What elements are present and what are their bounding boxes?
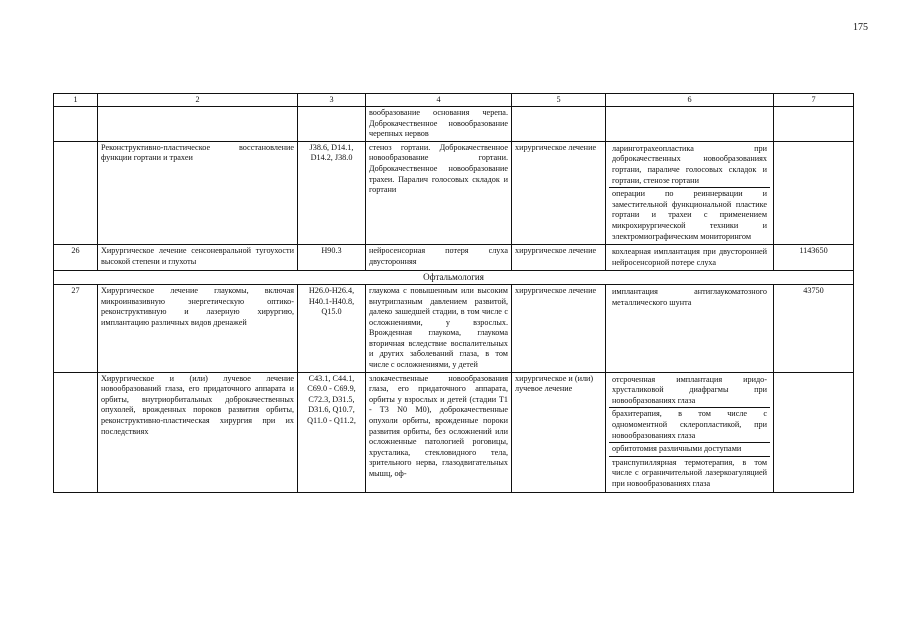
treatment-method: имплантация антиглаукоматозного металлического шунта	[612, 286, 767, 307]
norm-cost: 1143650	[774, 245, 854, 271]
table-row	[54, 141, 854, 244]
row-number	[54, 141, 98, 244]
row-number	[54, 372, 98, 492]
icd-codes: C43.1, C44.1, C69.0 - C69.9, C72.3, D31.5, D31.6, Q10.7, Q11.0 - Q11.2,	[298, 372, 366, 492]
diagnosis: злокачественные новообразования глаза, его придаточного аппарата, орбиты у взрослых и детей (стадии T1 - T3 N0 M0), доброкачественные опухоли орбиты, врожденные пороки развития орбиты, без осложнений или осложненные патологией роговицы, хрусталика, стекловидного тела, зрительного нерва, глазодвигательных мышц, оф-	[366, 372, 512, 492]
column-header: 3	[298, 94, 366, 107]
treatment-method: брахитерапия, в том числе с одномоментной склеропластикой, при новообразованиях глаза	[609, 408, 770, 443]
icd-codes: J38.6, D14.1, D14.2, J38.0	[298, 141, 366, 244]
diagnosis: глаукома с повышенным или высоким внутриглазным давлением развитой, далеко зашедшей стадии, в том числе с осложнениями, у взрослых. Врожденная глаукома, глаукома вторичная вследствие воспалительных и других заболеваний глаза, в том числе с осложнениями, у детей	[366, 284, 512, 372]
diagnosis: стеноз гортани. Доброкачественное новообразование гортани. Доброкачественное новообразование трахеи. Паралич голосовых складок и гортани	[366, 141, 512, 244]
table-row	[54, 284, 854, 372]
service-name	[98, 107, 298, 142]
service-name: Хирургическое лечение сенсоневральной тугоухости высокой степени и глухоты	[98, 245, 298, 271]
treatment-method-list	[606, 141, 774, 244]
icd-codes: H26.0-H26.4, H40.1-H40.8, Q15.0	[298, 284, 366, 372]
treatment-method-list	[606, 284, 774, 372]
column-number-row	[54, 94, 854, 107]
diagnosis: вообразование основания черепа. Доброкачественное новообразование черепных нервов	[366, 107, 512, 142]
column-header: 5	[512, 94, 606, 107]
service-name: Реконструктивно-пластическое восстановление функции гортани и трахеи	[98, 141, 298, 244]
column-header: 1	[54, 94, 98, 107]
table-row	[54, 372, 854, 492]
treatment-type: хирургическое и (или) лучевое лечение	[512, 372, 606, 492]
section-title: Офтальмология	[54, 271, 854, 285]
row-number: 27	[54, 284, 98, 372]
norm-cost	[774, 372, 854, 492]
page-number: 175	[853, 22, 868, 33]
norm-cost	[774, 107, 854, 142]
diagnosis: нейросенсорная потеря слуха двусторонняя	[366, 245, 512, 271]
services-table	[53, 93, 854, 493]
treatment-method-list	[606, 245, 774, 271]
treatment-method: транспупиллярная термотерапия, в том числе с ограничительной лазеркоагуляцией при новообразованиях глаза	[612, 457, 767, 488]
treatment-type	[512, 107, 606, 142]
row-number	[54, 107, 98, 142]
treatment-type: хирургическое лечение	[512, 141, 606, 244]
treatment-type: хирургическое лечение	[512, 284, 606, 372]
service-name: Хирургическое и (или) лучевое лечение новообразований глаза, его придаточного аппарата и орбиты, внутриорбитальных доброкачественных опухолей, врожденных пороков развития орбиты, реконструктивно-пластическая хирургия при их последствиях	[98, 372, 298, 492]
section-row	[54, 271, 854, 285]
column-header: 7	[774, 94, 854, 107]
norm-cost: 43750	[774, 284, 854, 372]
treatment-method: кохлеарная имплантация при двусторонней нейросенсорной потере слуха	[612, 247, 767, 267]
column-header: 4	[366, 94, 512, 107]
treatment-method	[606, 107, 774, 142]
treatment-type: хирургическое лечение	[512, 245, 606, 271]
treatment-method: операции по реиннервации и заместительной функциональной пластике гортани и трахеи с применением микрохирургической техники и электромиографическим мониторингом	[612, 189, 767, 241]
icd-codes: H90.3	[298, 245, 366, 271]
treatment-method: ларинготрахеопластика при доброкачественных новообразованиях гортани, параличе голосовых складок и гортани, стенозе гортани	[609, 143, 770, 188]
column-header: 2	[98, 94, 298, 107]
norm-cost	[774, 141, 854, 244]
row-number: 26	[54, 245, 98, 271]
icd-codes	[298, 107, 366, 142]
service-name: Хирургическое лечение глаукомы, включая микроинвазивную энергетическую оптико-реконструктивную и лазерную хирургию, имплантацию различных видов дренажей	[98, 284, 298, 372]
treatment-method-list	[606, 372, 774, 492]
column-header: 6	[606, 94, 774, 107]
table-row	[54, 107, 854, 142]
treatment-method: орбитотомия различными доступами	[609, 443, 770, 457]
table-row	[54, 245, 854, 271]
treatment-method: отсроченная имплантация иридо-хрусталиковой диафрагмы при новообразованиях глаза	[609, 374, 770, 409]
